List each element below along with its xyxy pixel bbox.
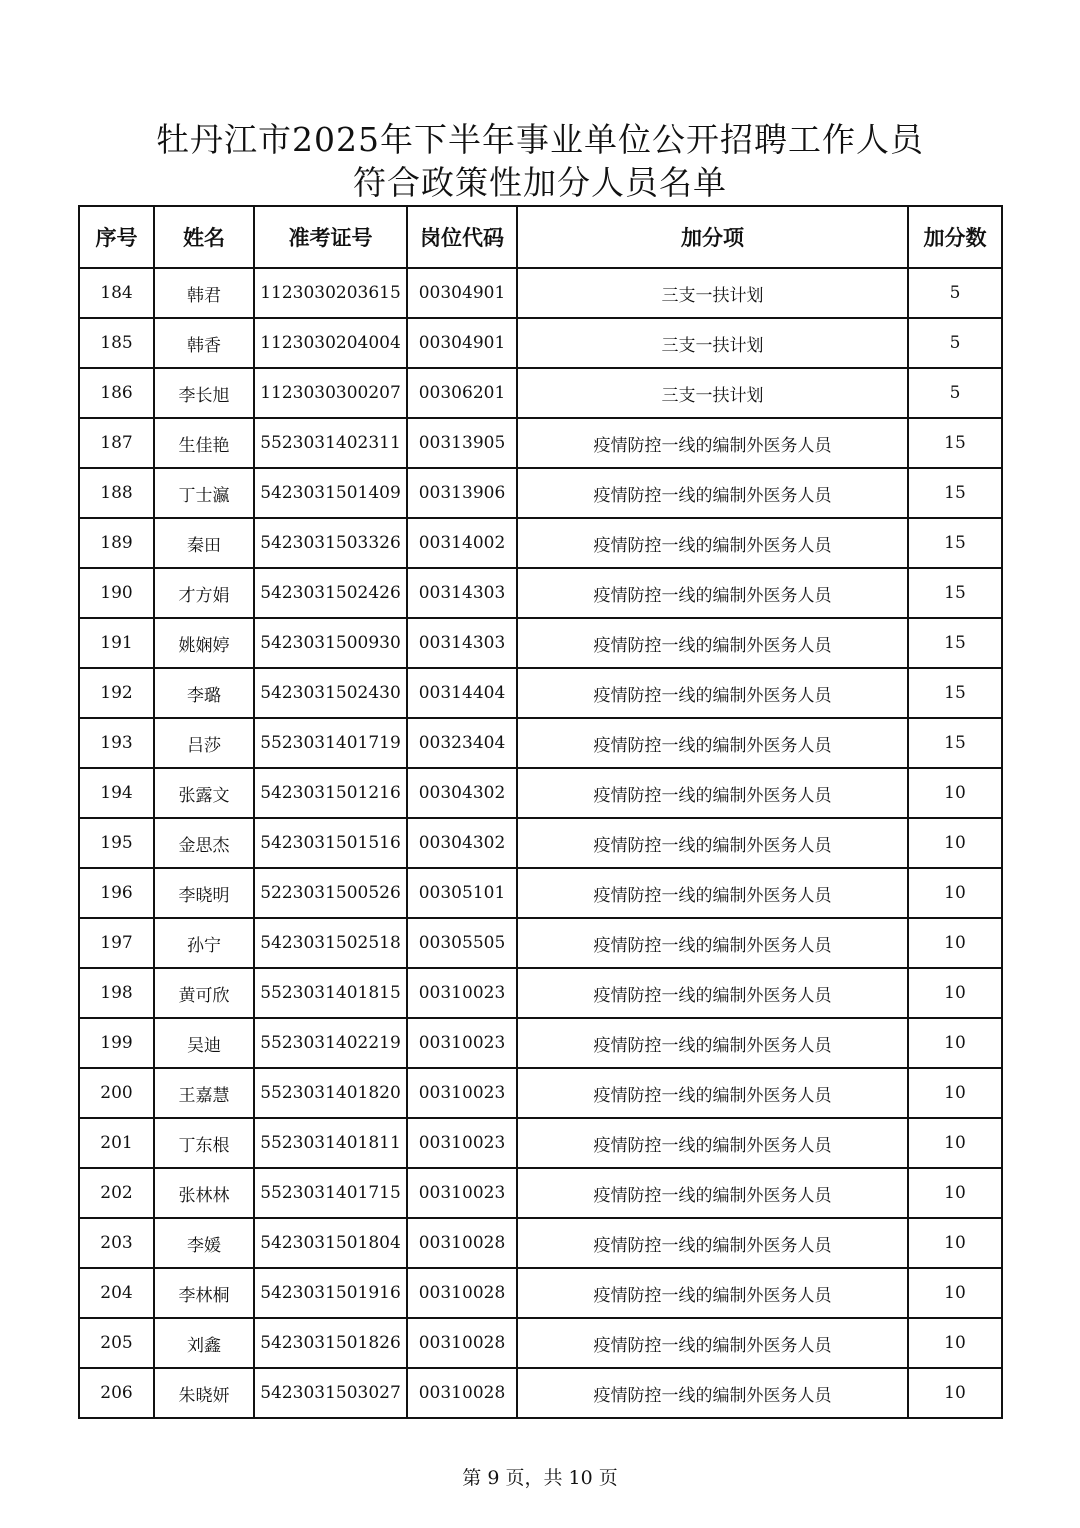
- col-index-cell: 203: [79, 1218, 154, 1268]
- col-exam-id-cell: 5423031502426: [254, 568, 407, 618]
- col-post-code-cell: 00314303: [407, 618, 517, 668]
- header-bonus-item: 加分项: [517, 206, 908, 268]
- table-row: [79, 1018, 1002, 1068]
- col-post-code-cell: 00314404: [407, 668, 517, 718]
- col-exam-id-cell: 5423031502430: [254, 668, 407, 718]
- col-name-cell: 吴迪: [154, 1018, 254, 1068]
- table-row: [79, 1068, 1002, 1118]
- col-bonus-points-cell: 15: [908, 668, 1002, 718]
- col-bonus-item-cell: 三支一扶计划: [517, 268, 908, 318]
- col-bonus-points-cell: 15: [908, 618, 1002, 668]
- col-index-cell: 189: [79, 518, 154, 568]
- table-row: [79, 1218, 1002, 1268]
- col-index-cell: 195: [79, 818, 154, 868]
- table-row: [79, 968, 1002, 1018]
- col-bonus-item-cell: 疫情防控一线的编制外医务人员: [517, 718, 908, 768]
- col-bonus-item-cell: 疫情防控一线的编制外医务人员: [517, 1018, 908, 1068]
- table-row: [79, 1118, 1002, 1168]
- table-row: [79, 468, 1002, 518]
- col-index-cell: 193: [79, 718, 154, 768]
- col-post-code-cell: 00306201: [407, 368, 517, 418]
- header-post-code: 岗位代码: [407, 206, 517, 268]
- table-row: [79, 268, 1002, 318]
- col-bonus-points-cell: 15: [908, 468, 1002, 518]
- col-index-cell: 198: [79, 968, 154, 1018]
- col-exam-id-cell: 5523031401820: [254, 1068, 407, 1118]
- document-title-line1: 牡丹江市2025年下半年事业单位公开招聘工作人员: [156, 120, 924, 159]
- header-exam-id: 准考证号: [254, 206, 407, 268]
- col-name-cell: 金思杰: [154, 818, 254, 868]
- col-post-code-cell: 00304901: [407, 318, 517, 368]
- col-bonus-points-cell: 10: [908, 1168, 1002, 1218]
- col-post-code-cell: 00304901: [407, 268, 517, 318]
- col-bonus-item-cell: 疫情防控一线的编制外医务人员: [517, 418, 908, 468]
- col-post-code-cell: 00310023: [407, 1068, 517, 1118]
- col-index-cell: 196: [79, 868, 154, 918]
- col-post-code-cell: 00310028: [407, 1268, 517, 1318]
- col-name-cell: 李林桐: [154, 1268, 254, 1318]
- table-row: [79, 868, 1002, 918]
- col-exam-id-cell: 5523031401811: [254, 1118, 407, 1168]
- col-exam-id-cell: 5423031503027: [254, 1368, 407, 1418]
- col-bonus-item-cell: 疫情防控一线的编制外医务人员: [517, 1068, 908, 1118]
- col-bonus-points-cell: 15: [908, 418, 1002, 468]
- col-name-cell: 韩君: [154, 268, 254, 318]
- col-post-code-cell: 00314002: [407, 518, 517, 568]
- col-post-code-cell: 00310023: [407, 968, 517, 1018]
- col-name-cell: 生佳艳: [154, 418, 254, 468]
- col-index-cell: 186: [79, 368, 154, 418]
- table-row: [79, 1368, 1002, 1418]
- col-post-code-cell: 00313905: [407, 418, 517, 468]
- col-post-code-cell: 00310028: [407, 1368, 517, 1418]
- col-index-cell: 204: [79, 1268, 154, 1318]
- table-row: [79, 368, 1002, 418]
- col-index-cell: 199: [79, 1018, 154, 1068]
- col-bonus-item-cell: 疫情防控一线的编制外医务人员: [517, 968, 908, 1018]
- col-bonus-points-cell: 10: [908, 818, 1002, 868]
- col-exam-id-cell: 1123030203615: [254, 268, 407, 318]
- col-exam-id-cell: 5423031500930: [254, 618, 407, 668]
- col-bonus-points-cell: 10: [908, 868, 1002, 918]
- table-row: [79, 1168, 1002, 1218]
- col-post-code-cell: 00304302: [407, 818, 517, 868]
- col-bonus-points-cell: 10: [908, 1318, 1002, 1368]
- col-bonus-points-cell: 5: [908, 318, 1002, 368]
- table-row: [79, 768, 1002, 818]
- col-name-cell: 朱晓妍: [154, 1368, 254, 1418]
- col-bonus-item-cell: 疫情防控一线的编制外医务人员: [517, 1318, 908, 1368]
- col-bonus-item-cell: 疫情防控一线的编制外医务人员: [517, 568, 908, 618]
- col-bonus-points-cell: 10: [908, 1068, 1002, 1118]
- col-exam-id-cell: 5223031500526: [254, 868, 407, 918]
- col-name-cell: 李长旭: [154, 368, 254, 418]
- col-bonus-points-cell: 5: [908, 368, 1002, 418]
- col-index-cell: 185: [79, 318, 154, 368]
- col-index-cell: 206: [79, 1368, 154, 1418]
- col-bonus-item-cell: 疫情防控一线的编制外医务人员: [517, 618, 908, 668]
- col-post-code-cell: 00310023: [407, 1018, 517, 1068]
- table-row: [79, 568, 1002, 618]
- col-post-code-cell: 00314303: [407, 568, 517, 618]
- col-index-cell: 192: [79, 668, 154, 718]
- col-post-code-cell: 00323404: [407, 718, 517, 768]
- bonus-points-table: [78, 205, 1003, 1419]
- col-exam-id-cell: 5523031401715: [254, 1168, 407, 1218]
- col-bonus-item-cell: 三支一扶计划: [517, 318, 908, 368]
- table-row: [79, 418, 1002, 468]
- col-name-cell: 吕莎: [154, 718, 254, 768]
- col-name-cell: 王嘉慧: [154, 1068, 254, 1118]
- col-index-cell: 202: [79, 1168, 154, 1218]
- col-name-cell: 张林林: [154, 1168, 254, 1218]
- table-row: [79, 668, 1002, 718]
- col-bonus-points-cell: 10: [908, 1268, 1002, 1318]
- col-name-cell: 孙宁: [154, 918, 254, 968]
- col-name-cell: 韩香: [154, 318, 254, 368]
- col-exam-id-cell: 5423031501804: [254, 1218, 407, 1268]
- col-exam-id-cell: 5423031503326: [254, 518, 407, 568]
- col-bonus-points-cell: 10: [908, 1118, 1002, 1168]
- col-bonus-item-cell: 疫情防控一线的编制外医务人员: [517, 1168, 908, 1218]
- table-row: [79, 818, 1002, 868]
- col-bonus-points-cell: 10: [908, 918, 1002, 968]
- col-bonus-points-cell: 10: [908, 1018, 1002, 1068]
- col-post-code-cell: 00310028: [407, 1218, 517, 1268]
- table-row: [79, 1318, 1002, 1368]
- col-index-cell: 200: [79, 1068, 154, 1118]
- col-index-cell: 184: [79, 268, 154, 318]
- header-bonus-points: 加分数: [908, 206, 1002, 268]
- table-body: [79, 268, 1002, 1418]
- col-exam-id-cell: 5523031402219: [254, 1018, 407, 1068]
- col-name-cell: 秦田: [154, 518, 254, 568]
- col-index-cell: 194: [79, 768, 154, 818]
- table-row: [79, 618, 1002, 668]
- col-index-cell: 188: [79, 468, 154, 518]
- col-bonus-points-cell: 15: [908, 568, 1002, 618]
- col-exam-id-cell: 5423031501826: [254, 1318, 407, 1368]
- col-bonus-item-cell: 疫情防控一线的编制外医务人员: [517, 468, 908, 518]
- header-name: 姓名: [154, 206, 254, 268]
- col-bonus-points-cell: 10: [908, 1368, 1002, 1418]
- col-post-code-cell: 00305505: [407, 918, 517, 968]
- col-bonus-item-cell: 疫情防控一线的编制外医务人员: [517, 818, 908, 868]
- table-row: [79, 1268, 1002, 1318]
- header-index: 序号: [79, 206, 154, 268]
- col-bonus-item-cell: 疫情防控一线的编制外医务人员: [517, 1268, 908, 1318]
- col-exam-id-cell: 5523031401719: [254, 718, 407, 768]
- col-exam-id-cell: 5423031501409: [254, 468, 407, 518]
- col-bonus-points-cell: 10: [908, 968, 1002, 1018]
- col-post-code-cell: 00305101: [407, 868, 517, 918]
- col-post-code-cell: 00310023: [407, 1168, 517, 1218]
- col-name-cell: 李媛: [154, 1218, 254, 1268]
- col-index-cell: 197: [79, 918, 154, 968]
- col-bonus-points-cell: 15: [908, 718, 1002, 768]
- col-bonus-points-cell: 10: [908, 1218, 1002, 1268]
- col-name-cell: 李晓明: [154, 868, 254, 918]
- col-bonus-item-cell: 疫情防控一线的编制外医务人员: [517, 668, 908, 718]
- col-bonus-item-cell: 疫情防控一线的编制外医务人员: [517, 768, 908, 818]
- col-bonus-item-cell: 疫情防控一线的编制外医务人员: [517, 918, 908, 968]
- col-exam-id-cell: 1123030204004: [254, 318, 407, 368]
- col-post-code-cell: 00310028: [407, 1318, 517, 1368]
- col-name-cell: 李璐: [154, 668, 254, 718]
- table-row: [79, 718, 1002, 768]
- table-row: [79, 318, 1002, 368]
- table-row: [79, 918, 1002, 968]
- col-name-cell: 黄可欣: [154, 968, 254, 1018]
- col-exam-id-cell: 1123030300207: [254, 368, 407, 418]
- col-index-cell: 190: [79, 568, 154, 618]
- col-bonus-item-cell: 疫情防控一线的编制外医务人员: [517, 1218, 908, 1268]
- col-bonus-item-cell: 疫情防控一线的编制外医务人员: [517, 1368, 908, 1418]
- col-exam-id-cell: 5423031501216: [254, 768, 407, 818]
- col-bonus-item-cell: 三支一扶计划: [517, 368, 908, 418]
- col-name-cell: 丁士瀛: [154, 468, 254, 518]
- col-bonus-points-cell: 5: [908, 268, 1002, 318]
- col-name-cell: 张露文: [154, 768, 254, 818]
- col-bonus-item-cell: 疫情防控一线的编制外医务人员: [517, 518, 908, 568]
- col-bonus-item-cell: 疫情防控一线的编制外医务人员: [517, 1118, 908, 1168]
- col-name-cell: 丁东根: [154, 1118, 254, 1168]
- col-post-code-cell: 00310023: [407, 1118, 517, 1168]
- col-name-cell: 才方娟: [154, 568, 254, 618]
- document-title-line2: 符合政策性加分人员名单: [353, 163, 727, 202]
- col-name-cell: 姚娴婷: [154, 618, 254, 668]
- col-index-cell: 205: [79, 1318, 154, 1368]
- col-exam-id-cell: 5523031402311: [254, 418, 407, 468]
- col-exam-id-cell: 5423031502518: [254, 918, 407, 968]
- col-index-cell: 191: [79, 618, 154, 668]
- col-exam-id-cell: 5523031401815: [254, 968, 407, 1018]
- table-row: [79, 518, 1002, 568]
- col-name-cell: 刘鑫: [154, 1318, 254, 1368]
- col-bonus-points-cell: 10: [908, 768, 1002, 818]
- col-exam-id-cell: 5423031501516: [254, 818, 407, 868]
- col-post-code-cell: 00304302: [407, 768, 517, 818]
- col-index-cell: 187: [79, 418, 154, 468]
- col-bonus-points-cell: 15: [908, 518, 1002, 568]
- page-footer: 第 9 页，共 10 页: [462, 1467, 618, 1489]
- col-bonus-item-cell: 疫情防控一线的编制外医务人员: [517, 868, 908, 918]
- col-post-code-cell: 00313906: [407, 468, 517, 518]
- col-index-cell: 201: [79, 1118, 154, 1168]
- col-exam-id-cell: 5423031501916: [254, 1268, 407, 1318]
- table-header-row: [79, 206, 1002, 268]
